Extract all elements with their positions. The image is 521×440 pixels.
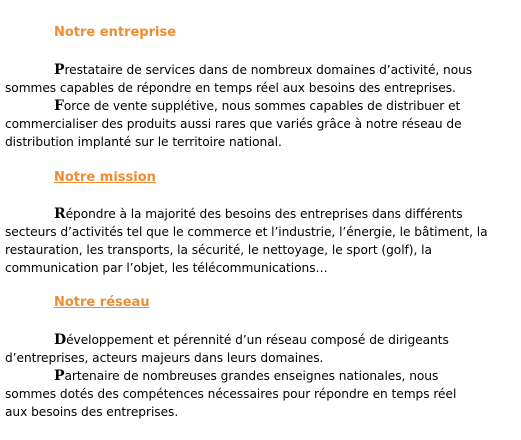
paragraph-developpement: [5, 331, 521, 367]
drop-initial: F: [54, 98, 64, 114]
paragraph-line: sommes dotés des compétences nécessaires pour répondre en temps réel: [5, 387, 457, 401]
paragraph-line: Prestataire de services dans de nombreux domaines d’activité, nous: [54, 62, 473, 78]
drop-initial: P: [54, 62, 65, 78]
drop-initial: D: [54, 332, 67, 348]
paragraph-prestataire: [5, 61, 521, 97]
section-title-entreprise: Notre entreprise: [54, 25, 177, 40]
drop-initial: P: [54, 368, 65, 384]
paragraph-partenaire: [5, 367, 521, 421]
paragraph-line: aux besoins des entreprises.: [5, 405, 179, 419]
paragraph-force-de-vente: [5, 97, 521, 151]
paragraph-line: restauration, les transports, la sécurité, le nettoyage, le sport (golf), la: [5, 243, 432, 257]
drop-initial: R: [54, 206, 66, 222]
paragraph-line: Développement et pérennité d’un réseau composé de dirigeants: [54, 332, 449, 348]
paragraph-line: d’entreprises, acteurs majeurs dans leurs domaines.: [5, 351, 324, 365]
paragraph-line: Force de vente supplétive, nous sommes capables de distribuer et: [54, 98, 461, 114]
paragraph-line: communication par l’objet, les télécommunications…: [5, 261, 328, 275]
paragraph-line: Partenaire de nombreuses grandes enseignes nationales, nous: [54, 368, 439, 384]
section-title-reseau: Notre réseau: [54, 295, 150, 310]
paragraph-line: distribution implanté sur le territoire national.: [5, 135, 282, 149]
paragraph-line: sommes capables de répondre en temps réel aux besoins des entreprises.: [5, 81, 456, 95]
paragraph-line: secteurs d’activités tel que le commerce et l’industrie, l’énergie, le bâtiment, la: [5, 225, 488, 239]
section-title-mission: Notre mission: [54, 170, 156, 185]
paragraph-repondre: [5, 205, 521, 277]
paragraph-line: commercialiser des produits aussi rares que variés grâce à notre réseau de: [5, 117, 462, 131]
paragraph-line: Répondre à la majorité des besoins des entreprises dans différents: [54, 206, 463, 222]
